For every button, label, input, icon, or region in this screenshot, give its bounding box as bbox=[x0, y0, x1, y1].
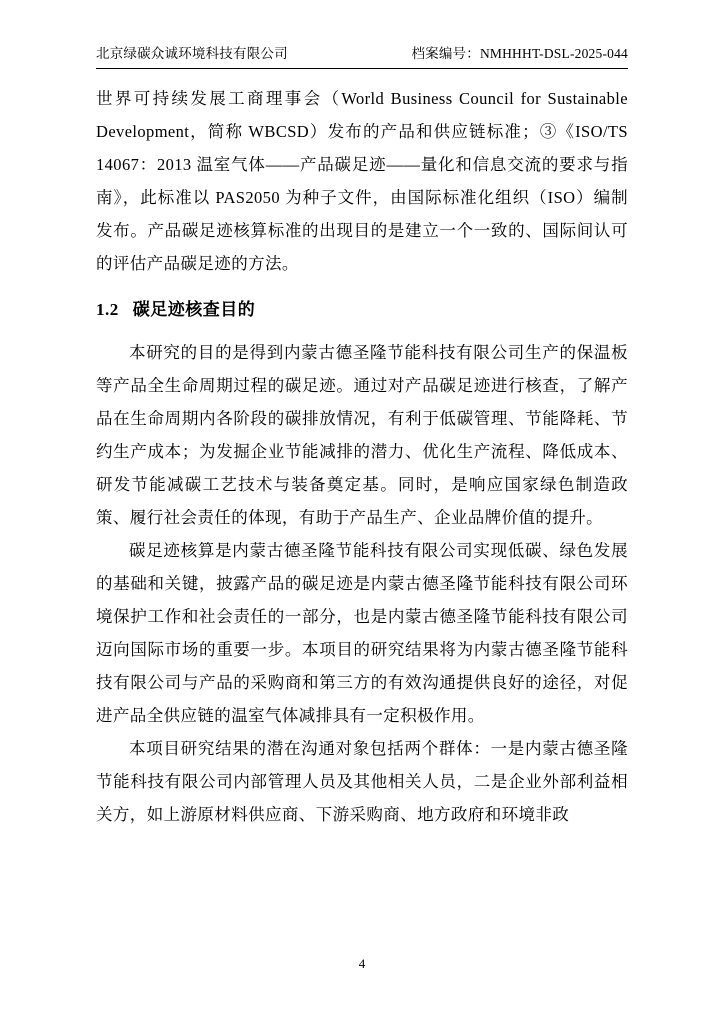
page-header bbox=[96, 42, 628, 69]
paragraph-2: 本研究的目的是得到内蒙古德圣隆节能科技有限公司生产的保温板等产品全生命周期过程的碳足迹。通过对产品碳足迹进行核查，了解产品在生命周期内各阶段的碳排放情况，有利于低碳管理、节能降耗、节约生产成本；为发掘企业节能减排的潜力、优化生产流程、降低成本、研发节能减碳工艺技术与装备奠定基。同时，是响应国家绿色制造政策、履行社会责任的体现，有助于产品生产、企业品牌价值的提升。 bbox=[96, 343, 628, 528]
page-number: 4 bbox=[358, 956, 366, 971]
section-number: 1.2 bbox=[96, 300, 119, 319]
archive-code: NMHHHT-DSL-2025-044 bbox=[479, 46, 628, 61]
paragraph-block-1 bbox=[96, 82, 628, 280]
section-title: 碳足迹核查目的 bbox=[132, 300, 256, 319]
paragraph-3: 碳足迹核算是内蒙古德圣隆节能科技有限公司实现低碳、绿色发展的基础和关键，披露产品的碳足迹是内蒙古德圣隆节能科技有限公司环境保护工作和社会责任的一部分，也是内蒙古德圣隆节能科技有限公司迈向国际市场的重要一步。本项目的研究结果将为内蒙古德圣隆节能科技有限公司与产品的采购商和第三方的有效沟通提供良好的途径，对促进产品全供应链的温室气体减排具有一定积极作用。 bbox=[96, 541, 628, 726]
page-content bbox=[96, 82, 628, 831]
paragraph-1: 世界可持续发展工商理事会（World Business Council for Sustainable Development，简称 WBCSD）发布的产品和供应链标准；③《ISO/TS 14067：2013 温室气体——产品碳足迹——量化和信息交流的要求与指南》，此标准以 PAS2050 为种子文件，由国际标准化组织（ISO）编制发布。产品碳足迹核算标准的出现目的是建立一个一致的、国际间认可的评估产品碳足迹的方法。 bbox=[96, 89, 628, 273]
paragraph-block-2 bbox=[96, 336, 628, 534]
header-company-name: 北京绿碳众诚环境科技有限公司 bbox=[96, 46, 288, 61]
archive-label: 档案编号： bbox=[411, 46, 480, 61]
paragraph-block-3 bbox=[96, 534, 628, 732]
paragraph-block-4 bbox=[96, 732, 628, 831]
page-footer bbox=[0, 956, 724, 972]
paragraph-4: 本项目研究结果的潜在沟通对象包括两个群体：一是内蒙古德圣隆节能科技有限公司内部管理人员及其他相关人员，二是企业外部利益相关方，如上游原材料供应商、下游采购商、地方政府和环境非政 bbox=[96, 739, 628, 825]
section-heading-1-2 bbox=[96, 294, 628, 326]
header-archive-number bbox=[411, 42, 628, 62]
